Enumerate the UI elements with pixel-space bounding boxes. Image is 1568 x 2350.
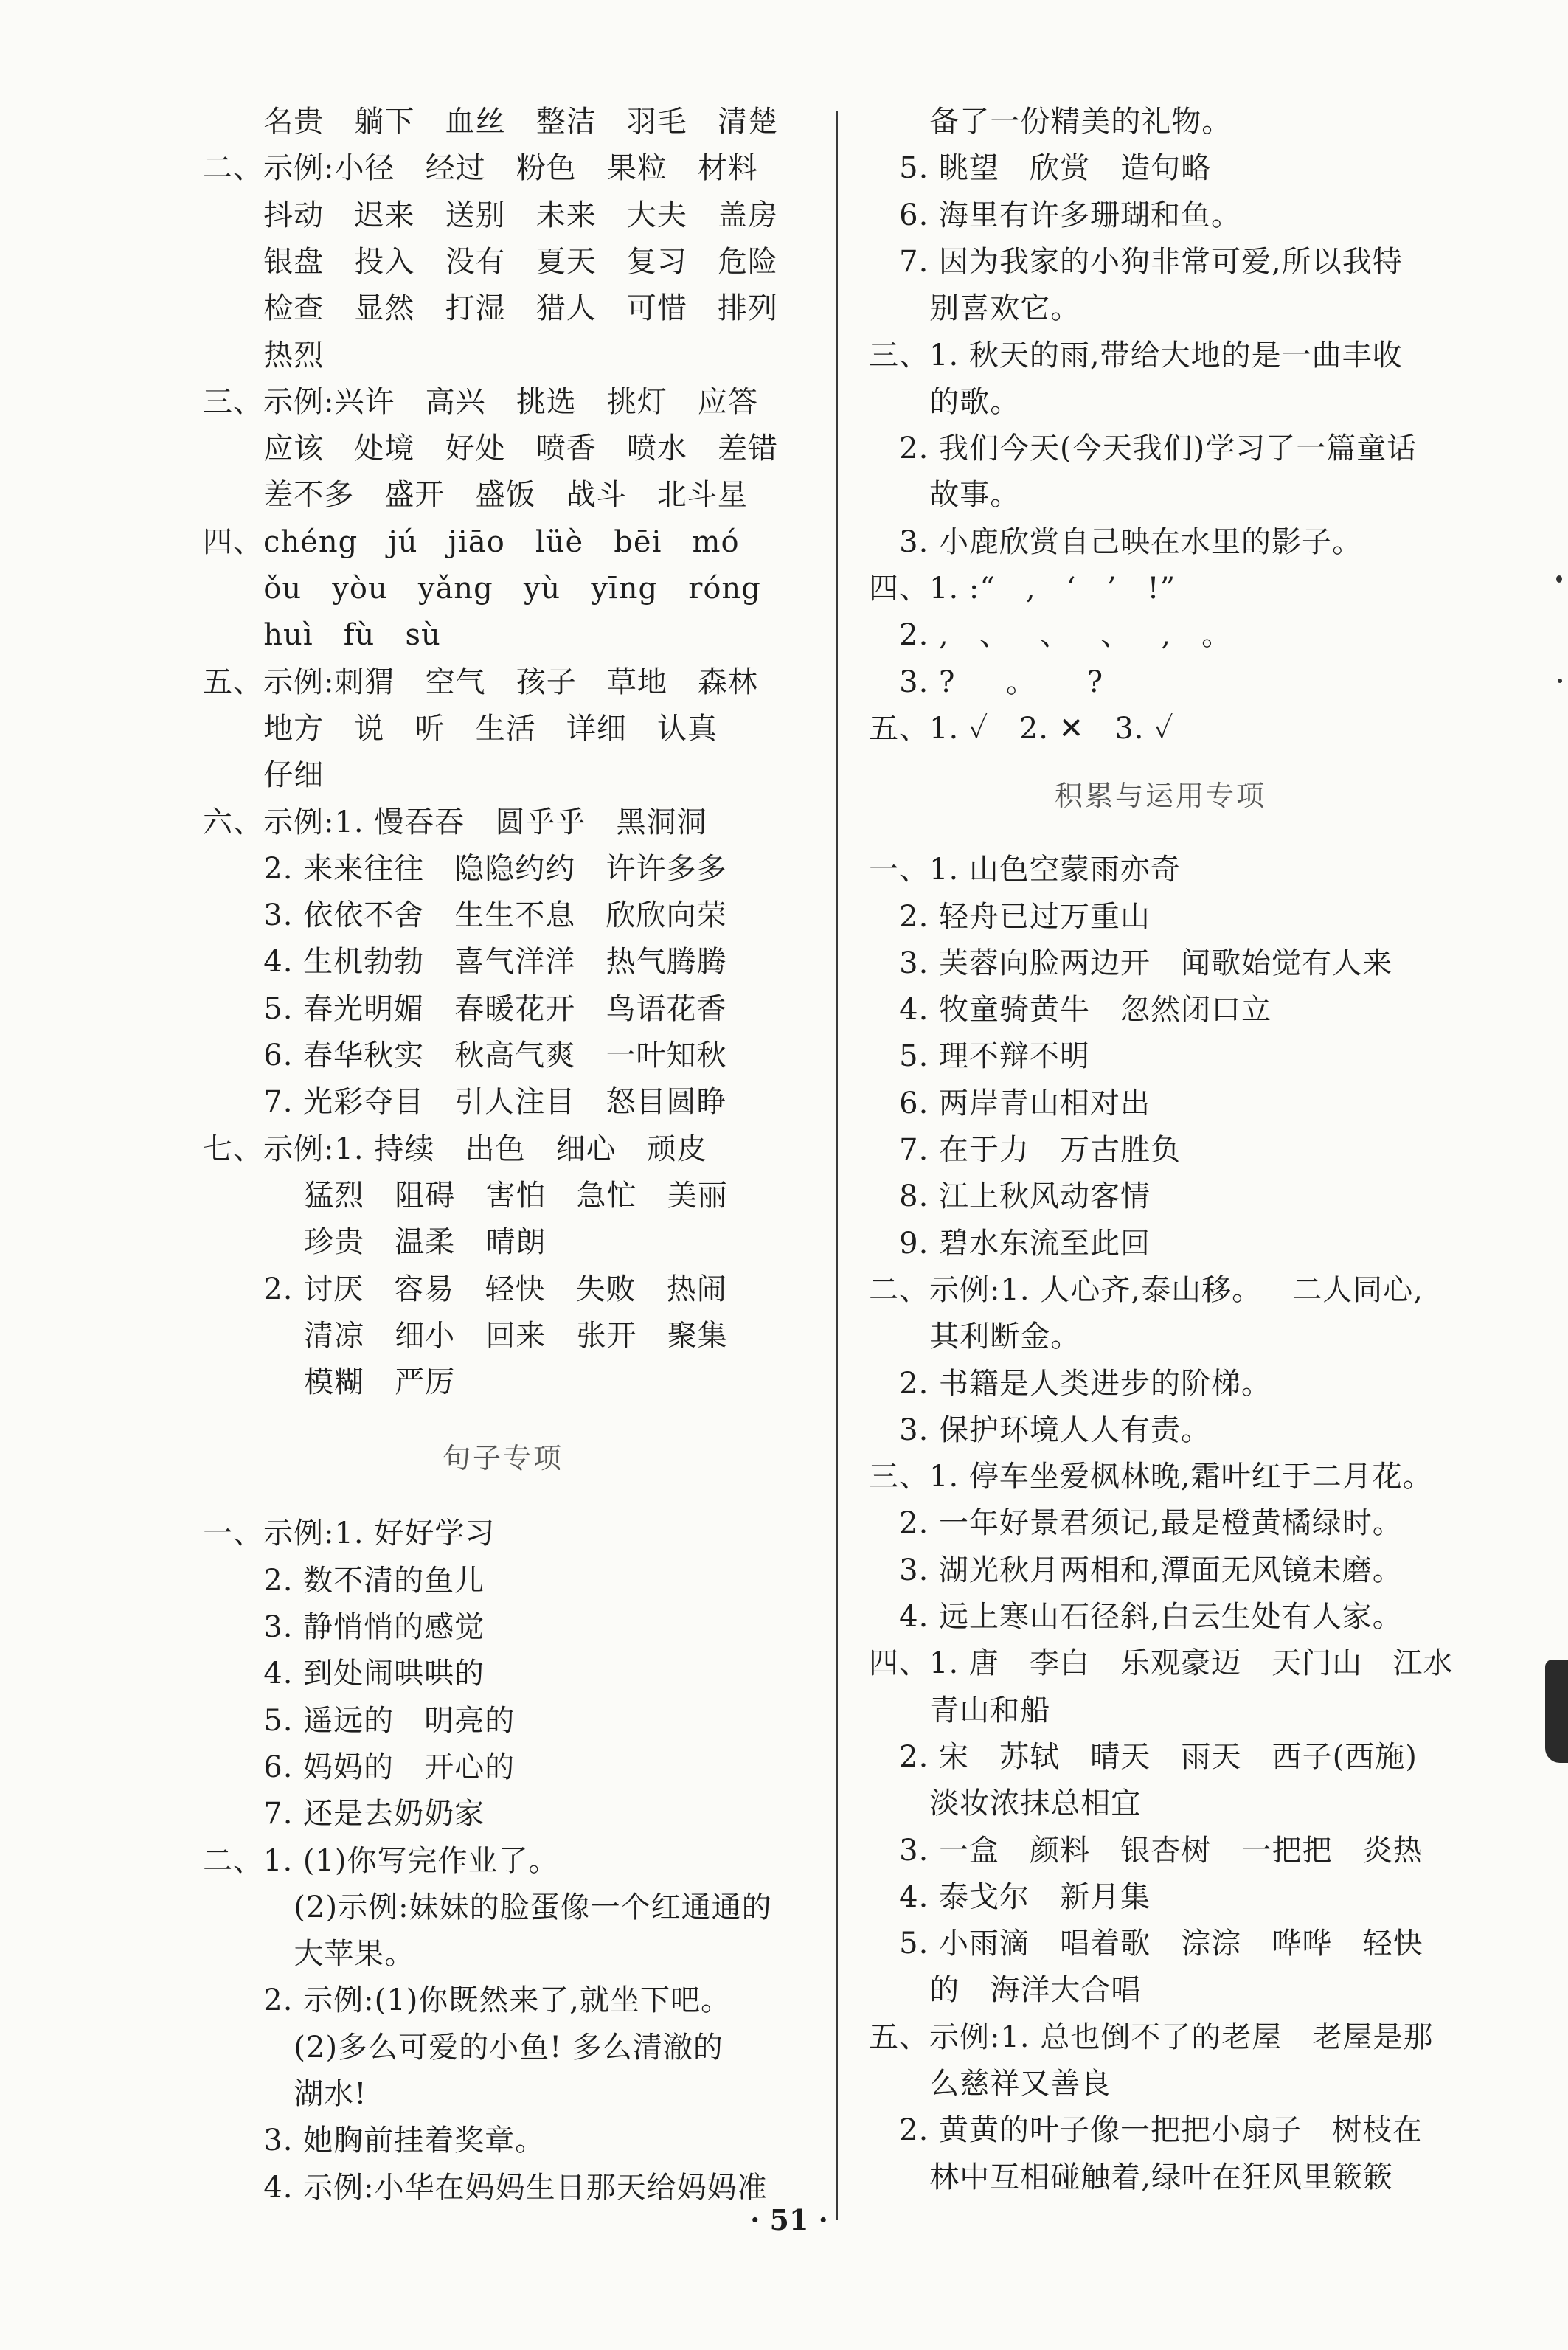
answer-line: 3. 小鹿欣赏自己映在水里的影子。: [869, 524, 1363, 559]
answer-line: 2. 轻舟已过万重山: [869, 899, 1151, 934]
answer-line: 大苹果。: [203, 1937, 415, 1972]
page-number: · 51 ·: [750, 2203, 828, 2236]
answer-line: 3. 她胸前挂着奖章。: [203, 2124, 546, 2158]
answer-line: 5. 眺望 欣赏 造句略: [869, 151, 1212, 186]
answer-line: 地方 说 听 生活 详细 认真: [203, 711, 718, 746]
answer-line: 4. 远上寒山石径斜,白云生处有人家。: [869, 1600, 1403, 1634]
answer-line: 林中互相碰触着,绿叶在狂风里簌簌: [869, 2160, 1394, 2194]
answer-line: 二、示例:1. 人心齐,泰山移。 二人同心,: [869, 1272, 1423, 1307]
answer-line: 4. 示例:小华在妈妈生日那天给妈妈准: [203, 2170, 768, 2205]
answer-line: 抖动 迟来 送别 未来 大夫 盖房: [203, 198, 779, 232]
answer-line: 名贵 躺下 血丝 整洁 羽毛 清楚: [203, 105, 779, 139]
answer-line: 7. 还是去奶奶家: [203, 1797, 485, 1831]
answer-line: 差不多 盛开 盛饭 战斗 北斗星: [203, 478, 748, 513]
answer-line: 4. 到处闹哄哄的: [203, 1657, 485, 1691]
answer-line: 湖水!: [203, 2077, 367, 2111]
answer-line: 5. 遥远的 明亮的: [203, 1703, 516, 1738]
answer-line: 五、示例:1. 总也倒不了的老屋 老屋是那: [869, 2020, 1434, 2054]
answer-line: 3. 湖光秋月两相和,潭面无风镜未磨。: [869, 1553, 1403, 1587]
answer-line: 2. 一年好景君须记,最是橙黄橘绿时。: [869, 1506, 1403, 1541]
answer-line: 应该 处境 好处 喷香 喷水 差错: [203, 431, 779, 466]
answer-line: 9. 碧水东流至此回: [869, 1226, 1151, 1261]
answer-line: 珍贵 温柔 晴朗: [203, 1225, 547, 1260]
answer-line: 7. 因为我家的小狗非常可爱,所以我特: [869, 244, 1403, 279]
answer-line: 热烈: [203, 338, 325, 372]
answer-line: 其利断金。: [869, 1320, 1081, 1354]
answer-line: 3. 一盒 颜料 银杏树 一把把 炎热: [869, 1833, 1423, 1868]
answer-line: 6. 春华秋实 秋高气爽 一叶知秋: [203, 1039, 727, 1072]
answer-line: 三、示例:兴许 高兴 挑选 挑灯 应答: [203, 384, 759, 419]
answer-line: 2. , 、 、 、 , 。: [869, 618, 1232, 653]
answer-line: 4. 牧童骑黄牛 忽然闭口立: [869, 993, 1272, 1027]
answer-line: 7. 在于力 万古胜负: [869, 1133, 1182, 1167]
answer-line: 2. 来来往往 隐隐约约 许许多多: [203, 851, 727, 886]
answer-line: 六、示例:1. 慢吞吞 圆乎乎 黑洞洞: [203, 805, 707, 839]
answer-line: 2. 示例:(1)你既然来了,就坐下吧。: [203, 1983, 732, 2018]
answer-line: 检查 显然 打湿 猎人 可惜 排列: [203, 291, 779, 326]
answer-line: 5. 春光明媚 春暖花开 鸟语花香: [203, 991, 727, 1026]
answer-line: 四、1. :“ , ‘ ’ !”: [869, 572, 1176, 606]
answer-line: 6. 两岸青山相对出: [869, 1086, 1151, 1120]
answer-line: 三、1. 秋天的雨,带给大地的是一曲丰收: [869, 338, 1403, 372]
answer-line: 别喜欢它。: [869, 291, 1081, 326]
scan-speck: [1558, 679, 1562, 683]
section-heading: 积累与运用专项: [1055, 780, 1267, 813]
answer-line: 四、chéng jú jiāo lüè bēi mó: [203, 524, 740, 559]
answer-line: 银盘 投入 没有 夏天 复习 危险: [203, 244, 779, 279]
answer-line: 5. 小雨滴 唱着歌 淙淙 哗哗 轻快: [869, 1927, 1423, 1961]
answer-line: 2. 数不清的鱼儿: [203, 1563, 485, 1598]
answer-line: 淡妆浓抹总相宜: [869, 1786, 1142, 1821]
answer-line: (2)示例:妹妹的脸蛋像一个红通通的: [203, 1890, 772, 1924]
answer-line: 二、示例:小径 经过 粉色 果粒 材料: [203, 151, 759, 186]
answer-line: 一、1. 山色空蒙雨亦奇: [869, 853, 1181, 887]
answer-line: 2. 我们今天(今天我们)学习了一篇童话: [869, 431, 1418, 466]
answer-line: 备了一份精美的礼物。: [869, 105, 1232, 139]
answer-line: 3. 芙蓉向脸两边开 闻歌始觉有人来: [869, 946, 1393, 980]
answer-line: 四、1. 唐 李白 乐观豪迈 天门山 江水: [869, 1646, 1454, 1681]
answer-line: huì fù sù: [203, 618, 441, 653]
answer-line: 三、1. 停车坐爱枫林晚,霜叶红于二月花。: [869, 1460, 1433, 1494]
answer-line: 七、示例:1. 持续 出色 细心 顽皮: [203, 1131, 707, 1166]
answer-line: 4. 泰戈尔 新月集: [869, 1879, 1151, 1914]
answer-line: 一、示例:1. 好好学习: [203, 1517, 496, 1551]
answer-line: 2. 宋 苏轼 晴天 雨天 西子(西施): [869, 1739, 1418, 1774]
section-heading: 句子专项: [443, 1442, 564, 1475]
answer-line: 二、1. (1)你写完作业了。: [203, 1843, 559, 1878]
answer-line: 模糊 严厉: [203, 1365, 456, 1400]
answer-line: 2. 讨厌 容易 轻快 失败 热闹: [203, 1272, 727, 1306]
answer-line: 五、示例:刺猬 空气 孩子 草地 森林: [203, 665, 759, 699]
answer-line: 4. 生机勃勃 喜气洋洋 热气腾腾: [203, 945, 727, 980]
answer-line: 3. 保护环境人人有责。: [869, 1413, 1212, 1447]
answer-line: 2. 书籍是人类进步的阶梯。: [869, 1366, 1272, 1401]
answer-line: 2. 黄黄的叶子像一把把小扇子 树枝在: [869, 2113, 1423, 2148]
answer-line: (2)多么可爱的小鱼! 多么清澈的: [203, 2030, 724, 2065]
answer-line: 5. 理不辩不明: [869, 1039, 1091, 1074]
answer-line: 五、1. ✓ 2. ✕ 3. ✓: [869, 711, 1175, 746]
scan-speck: [1556, 575, 1562, 583]
answer-line: 故事。: [869, 478, 1021, 513]
column-divider: [836, 111, 838, 2220]
scan-smudge: [1545, 1660, 1568, 1763]
answer-line: 的歌。: [869, 384, 1021, 419]
answer-line: 仔细: [203, 758, 325, 793]
answer-line: 7. 光彩夺目 引人注目 怒目圆睁: [203, 1085, 727, 1120]
answer-line: 的 海洋大合唱: [869, 1973, 1142, 2008]
answer-line: 6. 妈妈的 开心的: [203, 1750, 516, 1784]
answer-line: 8. 江上秋风动客情: [869, 1179, 1151, 1214]
answer-line: 6. 海里有许多珊瑚和鱼。: [869, 198, 1242, 232]
answer-line: 3. 静悄悄的感觉: [203, 1610, 485, 1644]
answer-line: 清凉 细小 回来 张开 聚集: [203, 1318, 728, 1353]
answer-line: 么慈祥又善良: [869, 2067, 1111, 2101]
answer-line: ǒu yòu yǎng yù yīng róng: [203, 572, 761, 606]
answer-line: 猛烈 阻碍 害怕 急忙 美丽: [203, 1178, 728, 1213]
answer-line: 3. 依依不舍 生生不息 欣欣向荣: [203, 898, 727, 933]
answer-line: 3. ? 。 ?: [869, 665, 1104, 699]
answer-line: 青山和船: [869, 1693, 1051, 1727]
